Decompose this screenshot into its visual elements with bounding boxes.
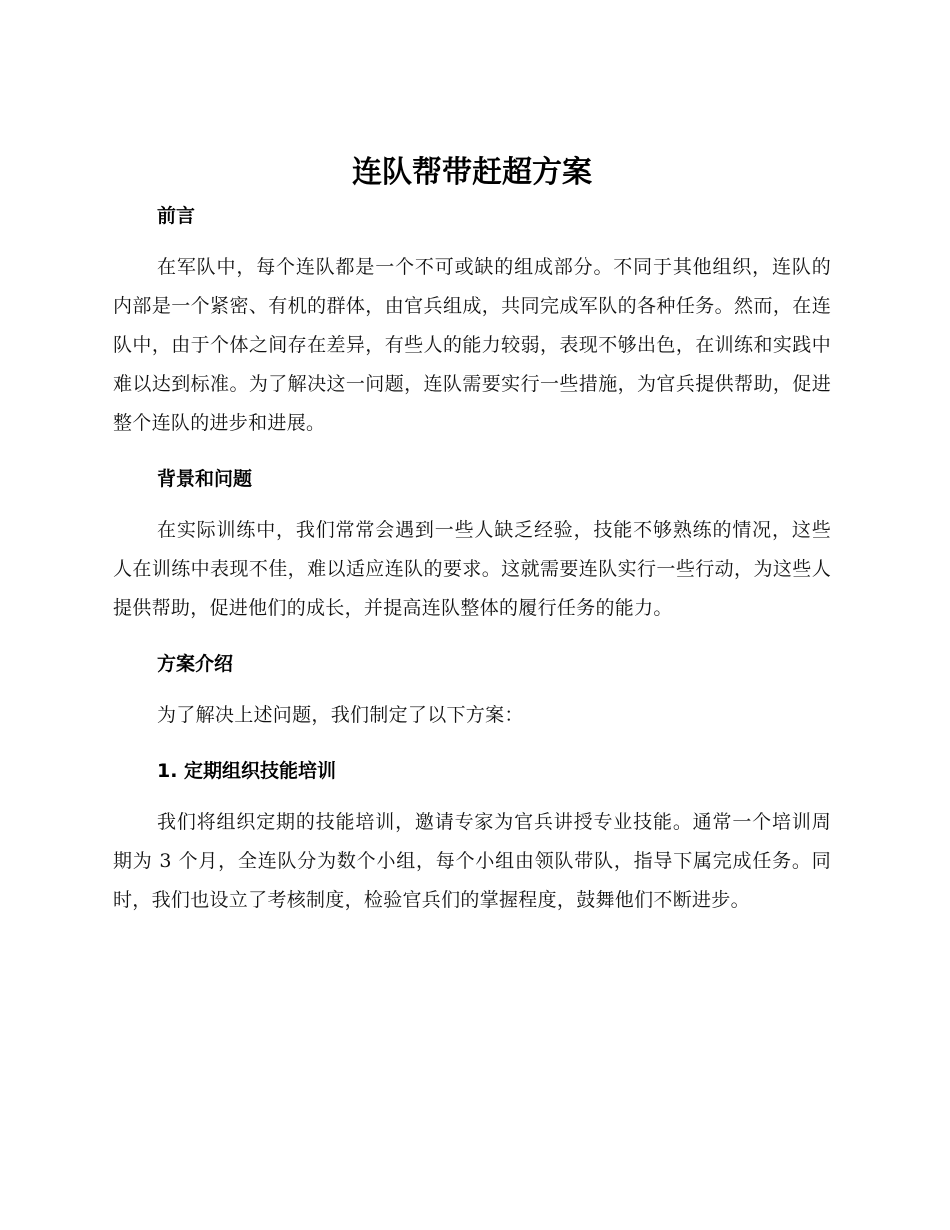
section-heading-training: 1. 定期组织技能培训 (157, 760, 337, 782)
section-paragraph-preface: 在军队中，每个连队都是一个不可或缺的组成部分。不同于其他组织，连队的内部是一个紧密、有机的群体，由官兵组成，共同完成军队的各种任务。然而，在连队中，由于个体之间存在差异，有些人的能力较弱，表现不够出色，在训练和实践中难以达到标准。为了解决这一问题，连队需要实行一些措施，为官兵提供帮助，促进整个连队的进步和进展。 (113, 256, 831, 434)
document-title: 连队帮带赶超方案 (352, 155, 592, 190)
section-paragraph-plan: 为了解决上述问题，我们制定了以下方案： (157, 704, 524, 726)
section-paragraph-training: 我们将组织定期的技能培训，邀请专家为官兵讲授专业技能。通常一个培训周期为 3 个月，全连队分为数个小组，每个小组由领队带队，指导下属完成任务。同时，我们也设立了考核制度，检验官兵们的掌握程度，鼓舞他们不断进步。 (113, 811, 831, 911)
section-heading-preface: 前言 (157, 205, 196, 227)
section-paragraph-background: 在实际训练中，我们常常会遇到一些人缺乏经验，技能不够熟练的情况，这些人在训练中表现不佳，难以适应连队的要求。这就需要连队实行一些行动，为这些人提供帮助，促进他们的成长，并提高连队整体的履行任务的能力。 (113, 519, 831, 619)
section-heading-plan: 方案介绍 (157, 653, 234, 675)
section-heading-background: 背景和问题 (157, 468, 253, 490)
document-page (113, 150, 831, 920)
